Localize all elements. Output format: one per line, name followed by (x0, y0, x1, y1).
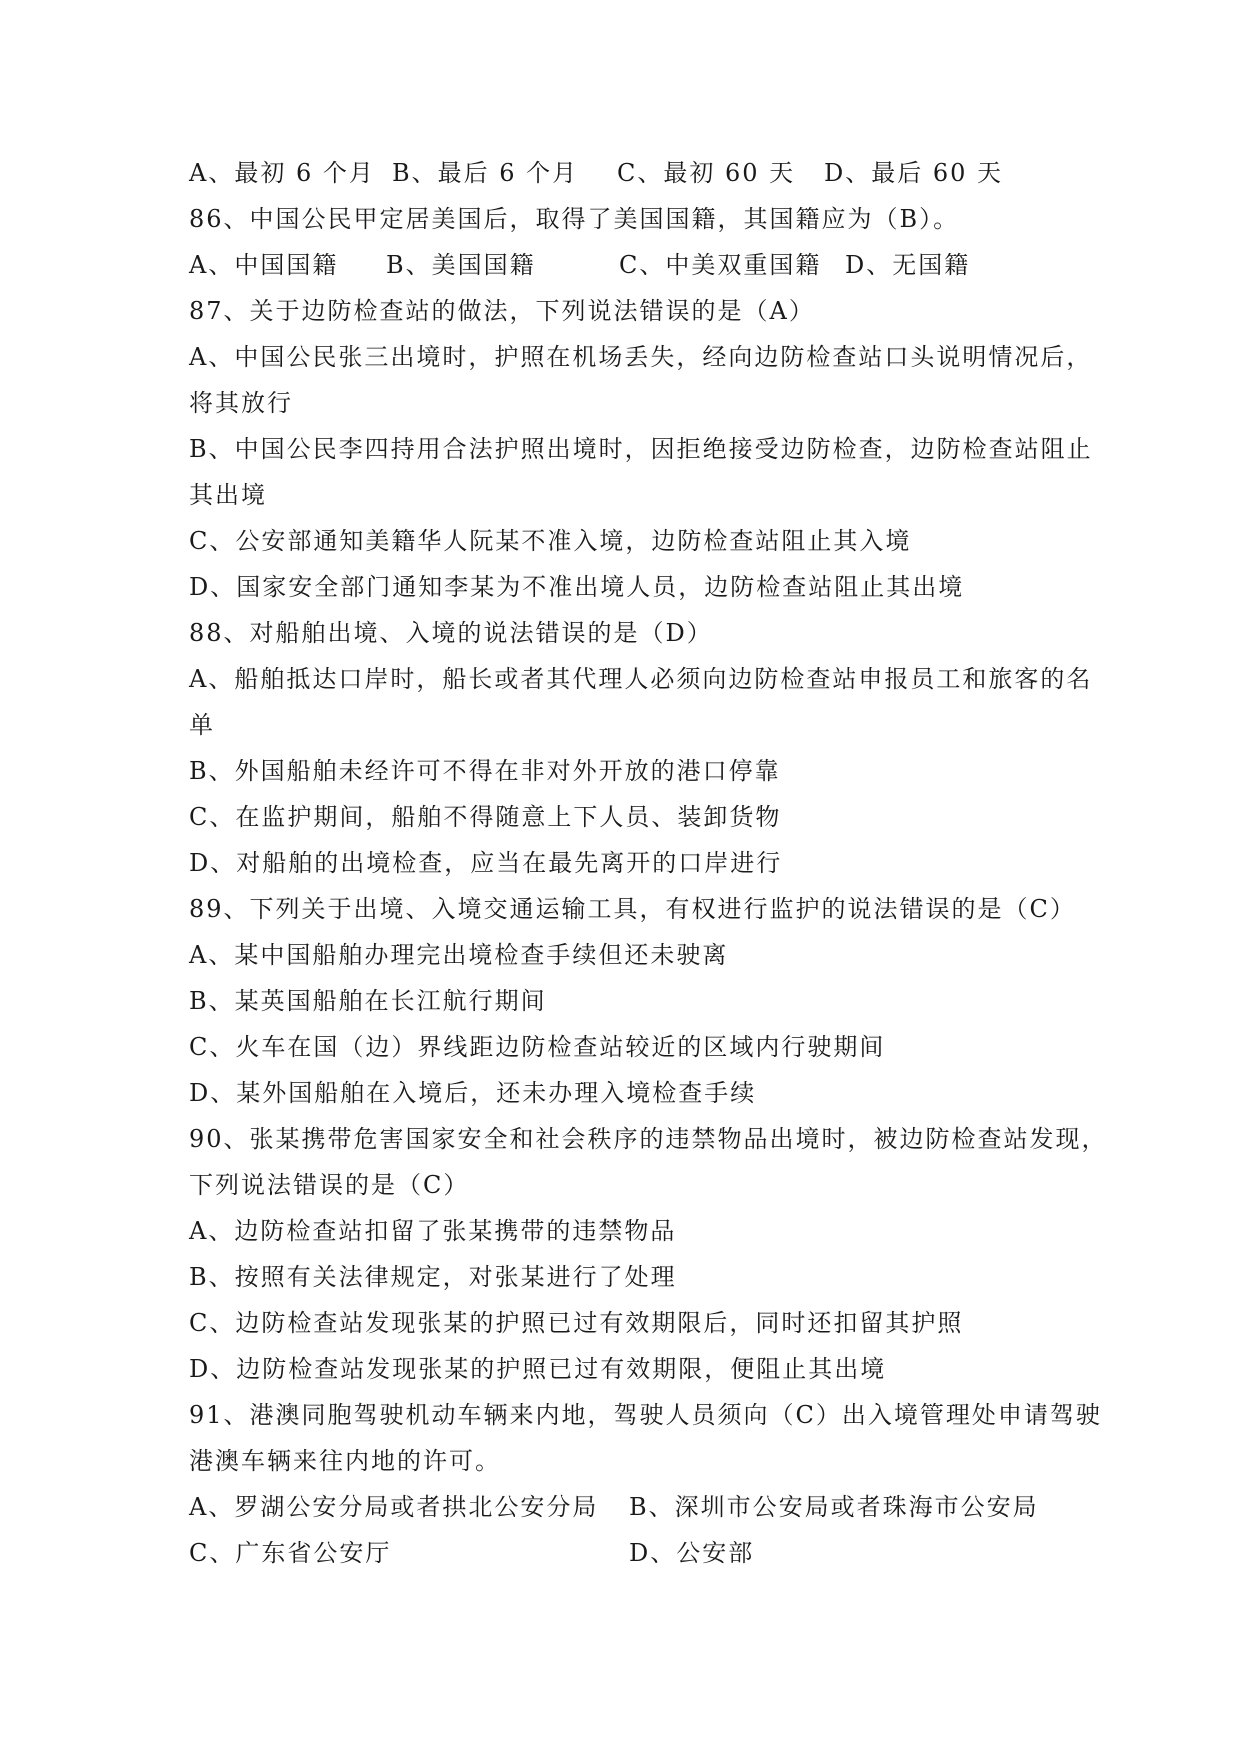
q91-question-line1: 91、港澳同胞驾驶机动车辆来内地，驾驶人员须向（C）出入境管理处申请驾驶 (189, 1401, 1102, 1429)
q91-options-row2 (189, 1530, 1059, 1576)
q89-question: 89、下列关于出境、入境交通运输工具，有权进行监护的说法错误的是（C） (189, 895, 1076, 923)
q88-option-a-line1: A、船舶抵达口岸时，船长或者其代理人必须向边防检查站申报员工和旅客的名 (189, 665, 1093, 693)
q89-option-c: C、火车在国（边）界线距边防检查站较近的区域内行驶期间 (189, 1033, 886, 1061)
q87-question: 87、关于边防检查站的做法，下列说法错误的是（A） (189, 297, 815, 325)
q88-option-a-line2: 单 (189, 711, 215, 739)
q85-option-c: C、最初 60 天 (617, 159, 796, 187)
q88-option-b: B、外国船舶未经许可不得在非对外开放的港口停靠 (189, 757, 781, 785)
q88-question: 88、对船舶出境、入境的说法错误的是（D） (189, 619, 713, 647)
q91-option-a: A、罗湖公安分局或者拱北公安分局 (189, 1493, 599, 1521)
q91-option-b: B、深圳市公安局或者珠海市公安局 (629, 1493, 1039, 1521)
q91-option-c: C、广东省公安厅 (189, 1539, 392, 1567)
q90-option-c: C、边防检查站发现张某的护照已过有效期限后，同时还扣留其护照 (189, 1309, 964, 1337)
q91-question-line2: 港澳车辆来往内地的许可。 (189, 1447, 501, 1475)
q90-option-b: B、按照有关法律规定，对张某进行了处理 (189, 1263, 677, 1291)
q86-question: 86、中国公民甲定居美国后，取得了美国国籍，其国籍应为（B）。 (189, 205, 960, 233)
q85-option-d: D、最后 60 天 (824, 159, 1004, 187)
q86-options (189, 242, 1059, 288)
q85-option-a: A、最初 6 个月 (189, 159, 375, 187)
q87-option-a-line1: A、中国公民张三出境时，护照在机场丢失，经向边防检查站口头说明情况后， (189, 343, 1093, 371)
q87-option-b-line1: B、中国公民李四持用合法护照出境时，因拒绝接受边防检查，边防检查站阻止 (189, 435, 1093, 463)
q91-option-d: D、公安部 (629, 1539, 755, 1567)
q90-question-line2: 下列说法错误的是（C） (189, 1171, 470, 1199)
q90-option-d: D、边防检查站发现张某的护照已过有效期限，便阻止其出境 (189, 1355, 887, 1383)
q86-option-d: D、无国籍 (845, 251, 971, 279)
q88-option-c: C、在监护期间，船舶不得随意上下人员、装卸货物 (189, 803, 782, 831)
q89-option-b: B、某英国船舶在长江航行期间 (189, 987, 547, 1015)
q90-option-a: A、边防检查站扣留了张某携带的违禁物品 (189, 1217, 677, 1245)
q89-option-d: D、某外国船舶在入境后，还未办理入境检查手续 (189, 1079, 757, 1107)
q86-option-c: C、中美双重国籍 (619, 251, 822, 279)
q85-option-b: B、最后 6 个月 (392, 159, 579, 187)
q86-option-b: B、美国国籍 (386, 251, 536, 279)
q87-option-a-line2: 将其放行 (189, 389, 293, 417)
document-page (189, 150, 1108, 1576)
q90-question-line1: 90、张某携带危害国家安全和社会秩序的违禁物品出境时，被边防检查站发现， (189, 1125, 1108, 1153)
q87-option-d: D、国家安全部门通知李某为不准出境人员，边防检查站阻止其出境 (189, 573, 965, 601)
q88-option-d: D、对船舶的出境检查，应当在最先离开的口岸进行 (189, 849, 783, 877)
q87-option-b-line2: 其出境 (189, 481, 267, 509)
q85-options (189, 150, 1059, 196)
q86-option-a: A、中国国籍 (189, 251, 339, 279)
q87-option-c: C、公安部通知美籍华人阮某不准入境，边防检查站阻止其入境 (189, 527, 912, 555)
q89-option-a: A、某中国船舶办理完出境检查手续但还未驶离 (189, 941, 729, 969)
q91-options-row1 (189, 1484, 1059, 1530)
